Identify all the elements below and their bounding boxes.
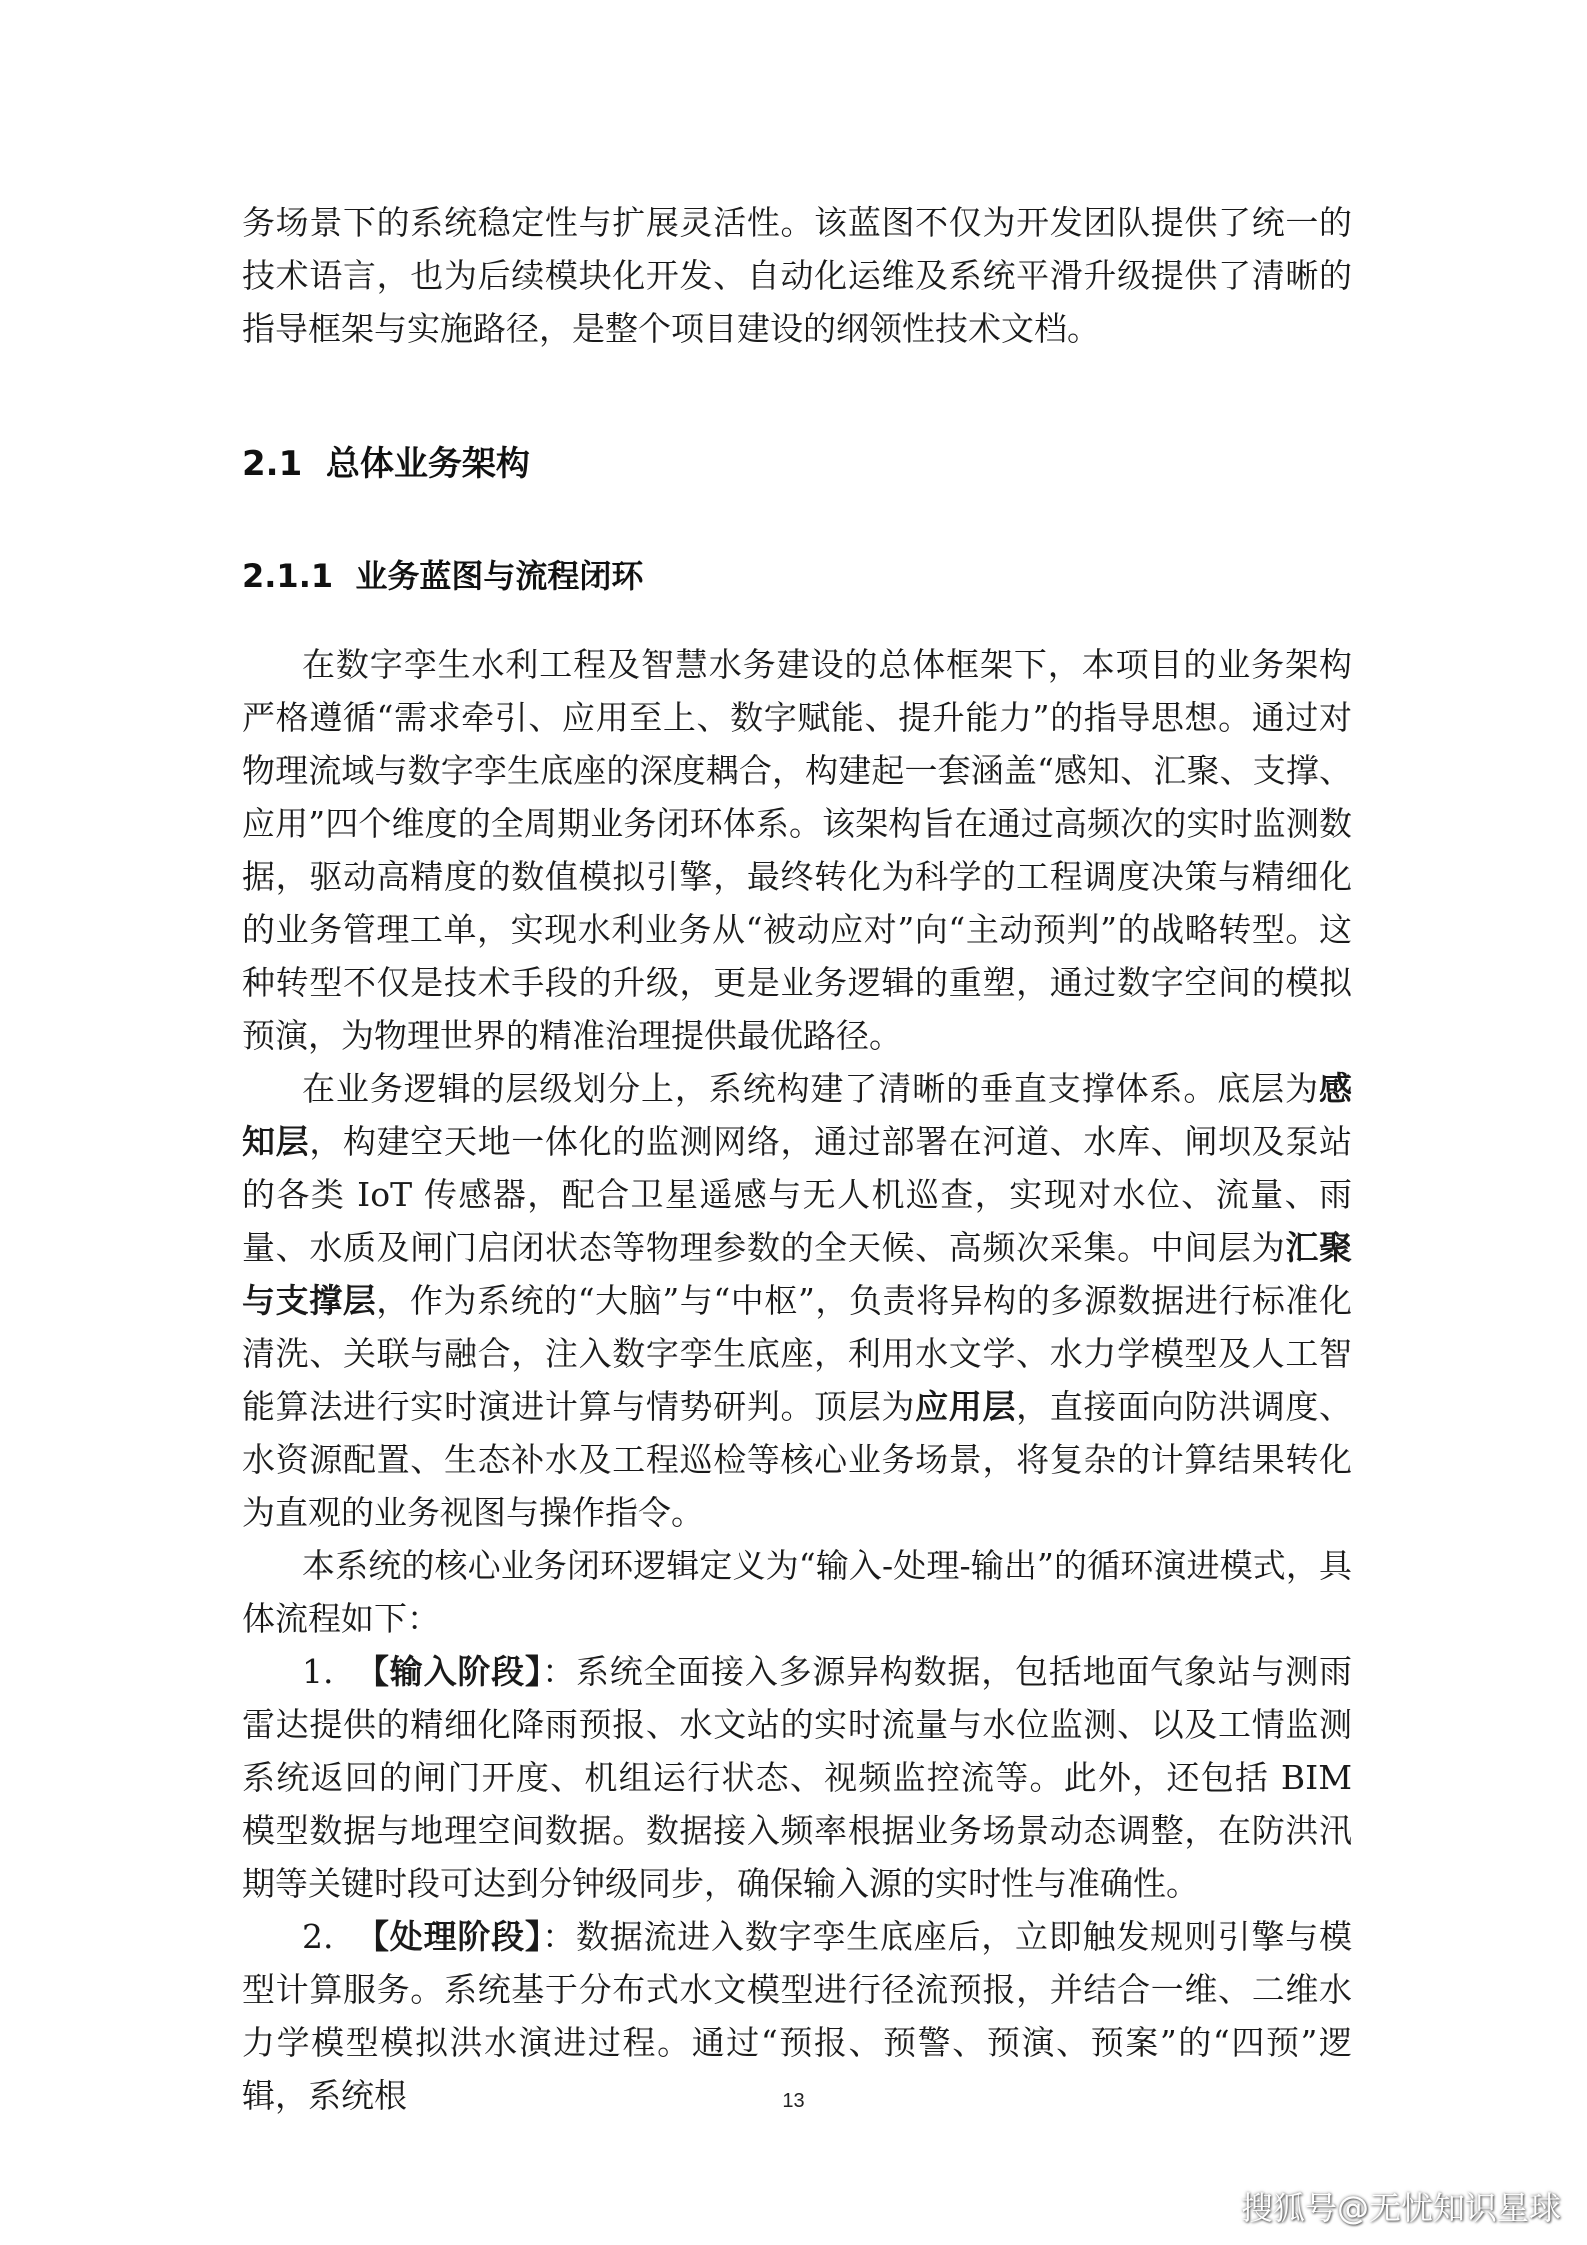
list-item-text: ：系统全面接入多源异构数据，包括地面气象站与测雨雷达提供的精细化降雨预报、水文站的实时流量与水位监测、以及工情监测系统返回的闸门开度、机组运行状态、视频监控流等。此外，还包括 BIM 模型数据与地理空间数据。数据接入频率根据业务场景动态调整，在防洪汛期等关键时段可达到分钟级同步，确保输入源的实时性与准确性。 [242,1652,1353,1903]
subsection-number: 2.1.1 [242,557,334,595]
list-item-number: 1. [302,1652,334,1691]
body-block [242,638,1352,2122]
intro-paragraph: 务场景下的系统稳定性与扩展灵活性。该蓝图不仅为开发团队提供了统一的技术语言，也为后续模块化开发、自动化运维及系统平滑升级提供了清晰的指导框架与实施路径，是整个项目建设的纲领性技术文档。 [242,203,1352,348]
paragraph-1: 在数字孪生水利工程及智慧水务建设的总体框架下，本项目的业务架构严格遵循“需求牵引、应用至上、数字赋能、提升能力”的指导思想。通过对物理流域与数字孪生底座的深度耦合，构建起一套涵盖“感知、汇聚、支撑、应用”四个维度的全周期业务闭环体系。该架构旨在通过高频次的实时监测数据，驱动高精度的数值模拟引擎，最终转化为科学的工程调度决策与精细化的业务管理工单，实现水利业务从“被动应对”向“主动预判”的战略转型。这种转型不仅是技术手段的升级，更是业务逻辑的重塑，通过数字空间的模拟预演，为物理世界的精准治理提供最优路径。 [242,645,1352,1055]
list-item-label: 【输入阶段】 [356,1652,543,1691]
paragraph-3: 本系统的核心业务闭环逻辑定义为“输入-处理-输出”的循环演进模式，具体流程如下： [242,1546,1352,1638]
paragraph-2-part-4: ，直接面向防洪调度、水资源配置、生态补水及工程巡检等核心业务场景，将复杂的计算结果转化为直观的业务视图与操作指令。 [242,1387,1352,1532]
section-number: 2.1 [242,444,303,484]
paragraph-2-bold-2: 汇聚与支撑层 [242,1228,1352,1320]
paragraph-2-bold-3: 应用层 [915,1387,1017,1426]
paragraph-2-part-1: 在业务逻辑的层级划分上，系统构建了清晰的垂直支撑体系。底层为 [302,1069,1319,1108]
section-heading [242,436,530,485]
list-item [242,1645,1352,1910]
subsection-title: 业务蓝图与流程闭环 [355,557,644,595]
list-item-text: ：数据流进入数字孪生底座后，立即触发规则引擎与模型计算服务。系统基于分布式水文模型进行径流预报，并结合一维、二维水力学模型模拟洪水演进过程。通过“预报、预警、预演、预案”的“四预”逻辑，系统根 [242,1917,1353,2115]
paragraph-2-part-3: ，作为系统的“大脑”与“中枢”，负责将异构的多源数据进行标准化清洗、关联与融合，注入数字孪生底座，利用水文学、水力学模型及人工智能算法进行实时演进计算与情势研判。顶层为 [242,1281,1352,1426]
list-item-number: 2. [302,1917,334,1956]
subsection-heading [242,551,643,597]
watermark: 搜狐号@无忧知识星球 [1240,2189,1561,2227]
paragraph-2-part-2: ，构建空天地一体化的监测网络，通过部署在河道、水库、闸坝及泵站的各类 IoT 传感器，配合卫星遥感与无人机巡查，实现对水位、流量、雨量、水质及闸门启闭状态等物理参数的全天候、高频次采集。中间层为 [242,1122,1352,1267]
list-item-label: 【处理阶段】 [356,1917,543,1956]
page-number: 13 [782,2090,805,2112]
section-title: 总体业务架构 [325,444,530,484]
paragraph-2-bold-1: 感知层 [242,1069,1352,1161]
paragraph-2 [242,1062,1352,1539]
